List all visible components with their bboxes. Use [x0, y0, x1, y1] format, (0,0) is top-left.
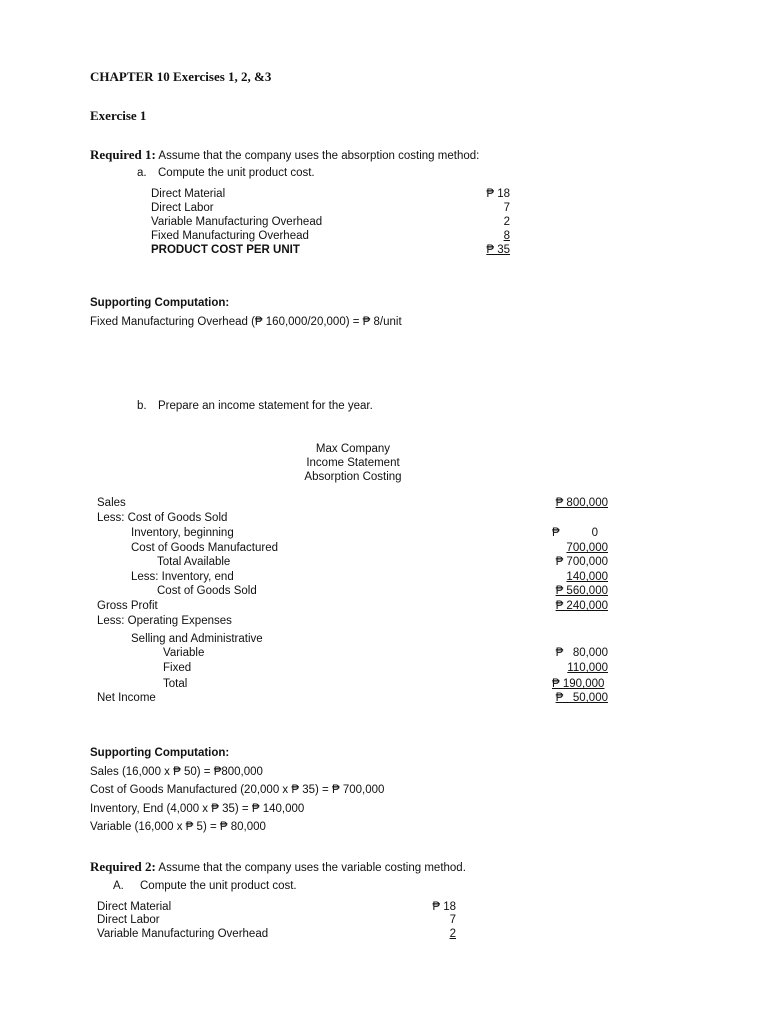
- supporting-computation-line: Sales (16,000 x ₱ 50) = ₱800,000: [90, 766, 263, 778]
- cost-item-label: Direct Material: [151, 188, 226, 200]
- required-2-text: Assume that the company uses the variable costing method.: [158, 862, 466, 874]
- statement-name: Income Statement: [306, 457, 400, 469]
- supporting-computation-line: Cost of Goods Manufactured (20,000 x ₱ 35) = ₱ 700,000: [90, 784, 385, 796]
- statement-row-value: ₱ 240,000: [555, 600, 608, 612]
- required-2: [90, 860, 466, 875]
- req1-a-marker: a.: [137, 167, 147, 179]
- cost-item-label: Direct Material: [97, 901, 172, 913]
- supporting-computation-line: Variable (16,000 x ₱ 5) = ₱ 80,000: [90, 821, 266, 833]
- req1-b-marker: b.: [137, 400, 147, 412]
- statement-row-value: ₱ 0: [552, 527, 599, 539]
- statement-company: Max Company: [315, 443, 391, 455]
- product-cost-total-label: PRODUCT COST PER UNIT: [151, 244, 300, 256]
- req2-a-text: Compute the unit product cost.: [140, 880, 297, 892]
- req1-a-text: Compute the unit product cost.: [158, 167, 315, 179]
- statement-row-label: Less: Inventory, end: [131, 571, 234, 583]
- required-1-text: Assume that the company uses the absorption costing method:: [158, 150, 480, 162]
- product-cost-total-value: ₱ 35: [486, 244, 510, 256]
- statement-row-label: Less: Cost of Goods Sold: [97, 512, 228, 524]
- supporting-computation-heading: Supporting Computation:: [90, 747, 230, 759]
- statement-method: Absorption Costing: [304, 471, 402, 483]
- statement-row-label: Total: [163, 678, 188, 690]
- statement-row-label: Inventory, beginning: [131, 527, 234, 539]
- cost-item-label: Direct Labor: [151, 202, 214, 214]
- cost-item-value: ₱ 18: [432, 901, 456, 913]
- statement-row-value: 110,000: [567, 662, 608, 674]
- required-1-label: Required 1:: [90, 147, 156, 162]
- supporting-computation-line: Fixed Manufacturing Overhead (₱ 160,000/20,000) = ₱ 8/unit: [90, 316, 402, 328]
- statement-row-value: 140,000: [566, 571, 608, 583]
- statement-row-value: ₱ 800,000: [555, 497, 608, 509]
- cost-item-value: 2: [449, 928, 456, 940]
- exercise-heading: Exercise 1: [90, 108, 147, 123]
- statement-row-label: Net Income: [97, 692, 156, 704]
- req2-a-marker: A.: [113, 880, 124, 892]
- cost-item-value: 8: [503, 230, 510, 242]
- statement-row-value: ₱ 700,000: [555, 556, 608, 568]
- statement-row-label: Gross Profit: [97, 600, 158, 612]
- statement-row-label: Total Available: [157, 556, 231, 568]
- statement-row-value: ₱ 560,000: [555, 585, 608, 597]
- statement-row-value: ₱ 50,000: [555, 692, 608, 704]
- statement-row-label: Cost of Goods Manufactured: [131, 542, 279, 554]
- statement-row-value: ₱ 190,000: [552, 678, 605, 690]
- statement-row-label: Selling and Administrative: [131, 633, 263, 645]
- cost-item-value: 2: [503, 216, 510, 228]
- req1-b-text: Prepare an income statement for the year.: [158, 400, 373, 412]
- statement-row-value: ₱ 80,000: [555, 647, 608, 659]
- cost-item-label: Direct Labor: [97, 914, 160, 926]
- cost-item-label: Variable Manufacturing Overhead: [97, 928, 269, 940]
- statement-row-label: Less: Operating Expenses: [97, 615, 232, 627]
- statement-row-label: Sales: [97, 497, 126, 509]
- cost-item-value: ₱ 18: [486, 188, 510, 200]
- statement-row-label: Cost of Goods Sold: [157, 585, 257, 597]
- chapter-title: CHAPTER 10 Exercises 1, 2, &3: [90, 69, 272, 84]
- statement-row-value: 700,000: [566, 542, 608, 554]
- statement-row-label: Variable: [163, 647, 205, 659]
- cost-item-value: 7: [503, 202, 510, 214]
- required-1: [90, 148, 479, 163]
- cost-item-value: 7: [449, 914, 456, 926]
- statement-row-label: Fixed: [163, 662, 192, 674]
- supporting-computation-line: Inventory, End (4,000 x ₱ 35) = ₱ 140,000: [90, 803, 305, 815]
- cost-item-label: Variable Manufacturing Overhead: [151, 216, 323, 228]
- supporting-computation-heading: Supporting Computation:: [90, 297, 230, 309]
- cost-item-label: Fixed Manufacturing Overhead: [151, 230, 309, 242]
- required-2-label: Required 2:: [90, 859, 156, 874]
